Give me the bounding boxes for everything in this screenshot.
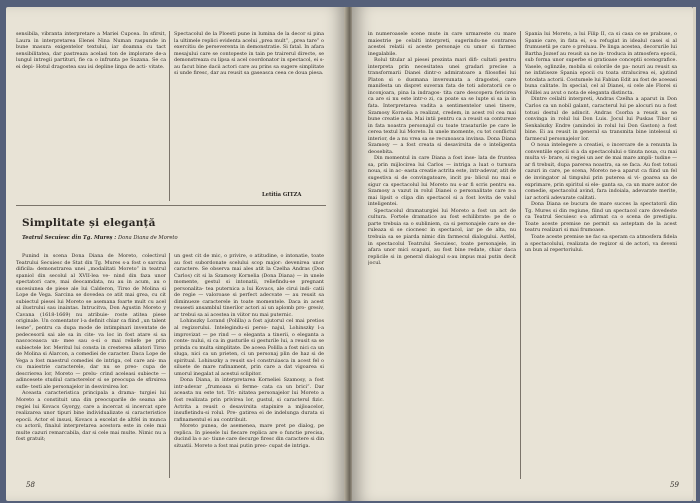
right-right-paragraph-3: O noua intelegere a creatiei, o incercare de a renunta la conventiile epocii si a da spectacolului o tinuta noua, cu mai multa vi- brare, si regiei un aer de mai mare ampli- tudine — ar fi trebuit, dupa parerea noastra, sa se faca. Au fost totusi cazuri in care, pe scena, Moreto ne-a aparut ca fiind un fel de invingator al timpului prin puterea si vi- goarea sa de exprimare, prin spiritul si ele- ganta sa, ca un mare autor de comedie, spectacolul avind, fara indoiala, adevarate merite, iar actorii adevarate calitati.: [525, 142, 677, 201]
subtitle-theater: Teatrul Secuiesc din Tg. Mureș :: [22, 235, 117, 241]
right-page: [352, 7, 693, 501]
body-left-paragraph-1: Punind in scena Dona Diana de Moreto, colectivul Teatrului Secuiesc de Stat din Tg. Mures s-a fost o sarcina dificila: demonstrarea unei „modalitati Moreto” in teatrul spaniol din secolul al XVII-lea ve- nind din faza unor spectatori care, mai deocamdata, nu au in acum, au o sucesiunea de piese ale lui Calderon, Tirso de Molina si Lope de Vega. Sarcina se dovedea ce atit mai grea, cu cit subiectul piesei lui Moreto se asemana foarte mult cu acel al ilustrului sau inaintas. Intrucitva, Don Agustin Moreto y Cavana (1618-1669) nu atribuie- roste atitea piese originale. Un comentator l-a definit chiar ca fiind „un talent lesne”, pentru ca dupa mode de intimpinari inventate de pedecesorii sai ale sa in cite- va loc in fost atare si sa nascoceasca un- mee sau o-si o mai reliefe pe prin subiectele lor. Meritul lui consta in cresterea allatori Tirso de Molina si Alarcon, a comediei de caracter. Daca Lope de Vega a fost maestrul comediei de intriga, cel care ani- ma cu maiestrie caracterele, dar nu se preo- cupa de descrierea lor, Moreto — prelu- crind aceleasi subiecte — adincesete studiul caracterelor si se preocupa de sfirsirea sufle- testi ale personajelor in desvirsirea lor.: [16, 253, 166, 390]
top-right-column: [174, 31, 324, 77]
column-divider: [169, 31, 170, 201]
section-rule: [16, 205, 326, 206]
left-page: [6, 7, 346, 501]
right-left-paragraph-4: Spectacolul dramaturgiei lui Moreto a fost un act de cultura. Fortele dramatice au fost echilibrate: pe de o parte trebuia sa o subliniem, ca si personajele care se de- ruleaza si se ciocnesc in spectacol, iar pe de alta, nu trebuia sa se piarda nimic din farmecul dialogului. Astfel, in spectacolul Teatrului Secuiesc, toate personajele, in afara unor mici scapari, au fost bine redate, chiar daca replicile si in general dialogul s-au impus mai putin decit jocul.: [368, 207, 516, 267]
body-right-paragraph-4: Moreto punea, de asemenea, mare pret pe dialog, pe replica. In piesele lui fiecare replica are o functie precisa, ducind la o ac- tiune care decurge firesc din caractere si din situatii. Moreto a fost mai putin preo- cupat de intriga.: [174, 423, 324, 449]
top-right-paragraph-1: Spectacolul de la Ploesti pune in lumina de la decor si pina la ultimele replici evidenta acelui „prea mult”, „prea tare” o exercitiu de perseverenta in demonstratie. Si fatal. In afara mesajului care se contopeste in tain pe trairerul directe, se demonstreaza cu lipsa si acel coordonator in spectacol, ei s-au facut bine dacii actori care au prins sa sugere simplitate si unde firesc, dar au reusit sa gaseasca ceea ce doua piesa.: [174, 31, 324, 77]
right-right-paragraph-2: Dintre ceilalti interpreti, Andras Czelha a aparut in Don Carlos ca un nobil galant, caracterul lui pe alocuri nu a fost totusi destul de adincit. Andras Csorba a reusit sa ne convinga in rolul lui Don Luis. Jocul lui Puskas Tibor si Senkalszky Endre (amindoi in rolul lui Don Gaston) a fost bine. Ei au reusit in general sa transmita bine intelesul si farmecul personajelor lor.: [525, 96, 677, 142]
top-left-column: [16, 31, 166, 70]
right-left-paragraph-2: Rolul titular al piesei prezinta mari difi- cultati pentru interpreta prin necesitatea unei gradari precise a transformarii Dianei dintr-o admiratoare a filosofiei lui Platon si o dusmana inversunata a dragostei, care manifesta un dispret suveran fata de toti adoratorii ce o inconjoara, pina la indragos- tita care descopera fericirea ca are si nu este intr-o zi, ca poate sa se lupte si sa ia in fata. Interpretarea vadita a sentimentelor unei tinere, Szamosy Kornelia a realizat, credem, in acest rol cea mai bune creatie a sa. Mai intii pentru ca a reusit sa contureze in fata noastra personajul cu toate trasaturile pe care le cerea textul lui Moreto. In unele momente, cu tot conflictul interior, de a nu vrea sa se recunoasca invinsa. Dona Diana Szamosy — a fost creata si desavirsita de o inteligenta deosebita.: [368, 57, 516, 155]
top-left-paragraph-1: sensibila, vibranta interpretare a Mariei Cupcea. In sfirsit, Laura in interpretarea Elenei Nina Numan raspunde in bune masura exigentelor textului, iar doamna cu tact sensibilitatea, dar pastreaza acelasi ton de implorare de-a lungul intregii partituri, fie ca o infrunta pe Suzana. Se ca ei depi- Hotul dragostea sau isi depline linpa de acti- vitate.: [16, 31, 166, 70]
body-right-paragraph-2: Lohinszky Lorand (Polilla) a fost ajutorul cel mai pretios al regizorului. Intelegindu-si perso- najul, Lohinszky l-a improvizat — pe rind — o eleganta a tinerii, o eleganta a conte- nului, si ca in gusturile si gesturile lui, a reusit sa se prinda cu multa simplitate. De aceea Polilla a fost nici ca un sluga, nici ca un prieten, ci un personaj plin de haz si de spiritual. Lohinszky a reusit sa-l construiasca in acest fel o siluete de mare rafinament, prin care a dat vigoarea si umorul inegalat al acestui sclipitor.: [174, 318, 324, 377]
subtitle-play: Dona Diana de Moreto: [118, 235, 178, 241]
page-number-left: 58: [26, 481, 35, 489]
right-right-paragraph-1: Spania lui Moreto, a lui Filip II, ca si casa ce se prabuse, o Spanie care, in fata ei, s-a refugiat in idealul casei si al frumusetii pe care o preluau. Pe linga acestea, decorurile lui Bartha Jozsef au reusit sa ne in- troduca in atmosfera epocii, sub forma unor superbe si gratioase conceptii scenografice. Vasele, oglinzile, mobila si colorile de pa- nouri au reusit sa ne infatiseze Spania epocii cu toata stralucirea ei, ajutind totodata actorii. Costumele lui Fabian Edit au fost de aceeasi buna calitate. In special, cel al Dianei, si cele ale Florei si Polillei au avut o nota de eleganta distincta.: [525, 31, 677, 96]
body-left-paragraph-2: Aceasta caracteristica principala a drama- turgiei lui Moreto a constituit una din preocuparile de seama ale regiei lui Kovacs Gyorgy, care a incercat si incercat spre realizarea unor tipuri bine individualizate si caracteristice epocii. Actor el insusi, Kovacs a excelat de altfel in munca cu actorii, finalul interpretarea acestora este in cele mai multe cazuri remarcabila, dar si cele mai multe. Nimic nu a fost gratuit;: [16, 390, 166, 443]
right-right-paragraph-5: Toate aceste premise ne fac sa speram ca atmosfera fidela a spectacolului, realizata de regizor si de actori, va deveni un bun al repertoriului.: [525, 233, 677, 254]
column-divider: [169, 253, 170, 478]
right-right-paragraph-4: Dona Diana se bucura de mare succes la spectatorii din Tg. Mures si din regiune, fiind un spectacol care dovedeste ca Teatrul Secuiesc s-a afirmat ca o scena de prestigiu. Toate aceste premise ne permit sa asteptam de la acest teatru realizari si mai frumoase.: [525, 201, 677, 234]
author-signature: Letitia GITZA: [262, 192, 302, 198]
right-left-paragraph-1: in numeroasele scene mute in care urmareste cu mare maiestrie pe celalti interpreti, sugerindu-ne contrarea acestei relatii si aceste personaje cu umor si farmec inegalabile.: [368, 31, 516, 57]
right-left-column: [368, 31, 516, 479]
article-title: Simplitate și eleganță: [22, 217, 156, 229]
page-edge: [693, 7, 696, 501]
body-right-column: [174, 253, 324, 478]
article-subtitle: [22, 235, 178, 241]
right-right-column: [525, 31, 677, 479]
column-divider: [520, 31, 521, 479]
body-left-column: [16, 253, 166, 478]
right-left-paragraph-3: Din momentul in care Diana a fost inse- lata de fruntea sa, prin mijlocirea lui Carlos — intriga a luat o turnura noua, si in ac- easta creatie actrita este, intr-adevar, atit de sugestiva si de convingatoare, incit pu- blicul nu mai e sigur ca spectacolul lui Moreto nu s-ar fi scris pentru ea. Szamosy a vazut in rolul Dianei o personalitate care n-a mai lipsit o clipa din spectacol si a fost lovita de valul inteligentei.: [368, 155, 516, 208]
body-right-paragraph-3: Dona Diana, in interpretarea Korneliei Szamosy, a fost intr-adevar „frumoasa si ferme- cata ca un brici”. Dar aceasta nu este tot. Tri- nitatea personajelor lui Moreto a fost realizata prin privirea lor, gustul, si caracterul fizic. Actrita a reusit o desavirsita stapinire a mijloacelor, insufletindu-si rolul. Pre- gatirea ei de indelunga durata si rafinamentul ei au contribuit.: [174, 377, 324, 423]
body-right-paragraph-1: un gest cit de mic, o privire, o atitudine, o intonatie, toate au fost subordonate scelului scop major: devenirea unor caractere. Se observa mai ales atit la Czelha Andras (Don Carlos) cit si la Szamosy Kornelia (Dona Diana) — in unele momente, gestul si intonatii, reliefindu-se pregnant personalita- tea puternica a lui Kovacs, ale cirui indi- catii de regie — valoroase si perfect adecvate — au reusit sa diminueze caracterele in toate momentele. Daca in acest reusesti ansamblul tinerilor actori ai un aplomb pro- gresiv, ar trebui sa ai acestea in viitor nu mai puternic.: [174, 253, 324, 318]
page-number-right: 59: [670, 481, 679, 489]
